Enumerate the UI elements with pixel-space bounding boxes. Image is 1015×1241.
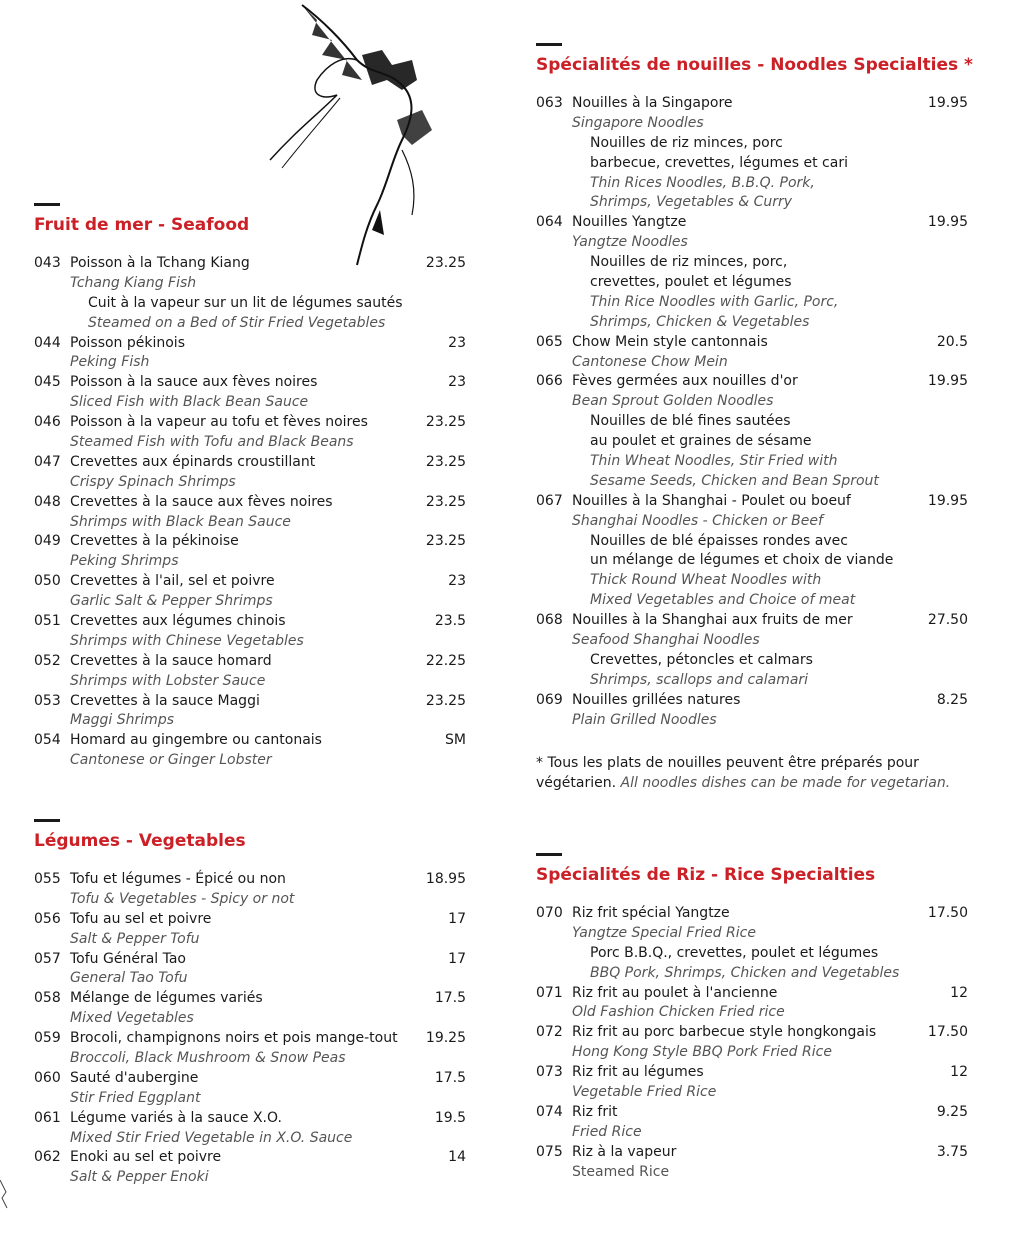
item-name-en: Broccoli, Black Mushroom & Snow Peas xyxy=(70,1050,346,1067)
menu-item-head xyxy=(536,1143,968,1163)
vegetables-section xyxy=(34,819,466,1188)
menu-item xyxy=(536,1023,968,1063)
item-name-fr: Tofu au sel et poivre xyxy=(70,910,212,927)
item-price: 19.5 xyxy=(434,1109,466,1126)
menu-item xyxy=(536,333,968,373)
menu-item-head xyxy=(34,572,466,592)
item-name-fr: Crevettes aux épinards croustillant xyxy=(70,453,316,470)
item-number: 062 xyxy=(34,1149,61,1166)
item-price: 23.25 xyxy=(425,255,466,271)
item-desc-fr: barbecue, crevettes, légumes et cari xyxy=(590,154,848,171)
item-number: 043 xyxy=(34,255,61,271)
item-name-en: Cantonese Chow Mein xyxy=(572,353,728,370)
item-number: 052 xyxy=(34,652,61,669)
item-number: 066 xyxy=(536,373,563,390)
item-price: 23.25 xyxy=(425,692,466,709)
item-name-fr: Riz frit au porc barbecue style hongkongais xyxy=(572,1024,877,1041)
item-name-fr: Chow Mein style cantonnais xyxy=(572,333,768,350)
item-name-en: Singapore Noodles xyxy=(572,114,704,131)
menu-item-head xyxy=(34,373,466,393)
menu-item-head xyxy=(536,611,968,631)
menu-item-head xyxy=(34,254,466,274)
menu-item xyxy=(34,453,466,493)
menu-item xyxy=(34,254,466,334)
item-price: 17 xyxy=(448,910,466,927)
item-price: 23.25 xyxy=(425,453,466,470)
item-name-en: Hong Kong Style BBQ Pork Fried Rice xyxy=(572,1044,832,1061)
item-price: 23.25 xyxy=(425,533,466,550)
section-bar xyxy=(34,203,60,206)
item-price: 23.5 xyxy=(434,613,466,630)
menu-item xyxy=(34,612,466,652)
item-name-en: General Tao Tofu xyxy=(70,970,188,987)
item-price: 18.95 xyxy=(425,871,466,887)
item-number: 053 xyxy=(34,692,61,709)
item-price: 19.95 xyxy=(927,492,968,509)
menu-item-head xyxy=(536,213,968,233)
item-name-fr: Nouilles grillées natures xyxy=(572,691,741,708)
item-number: 050 xyxy=(34,573,61,590)
item-name-en: Steamed Rice xyxy=(572,1163,670,1180)
item-price: 14 xyxy=(448,1149,466,1166)
item-desc-en: Thin Rices Noodles, B.B.Q. Pork, xyxy=(590,174,815,191)
item-number: 070 xyxy=(536,905,563,921)
item-name-fr: Sauté d'aubergine xyxy=(70,1069,199,1086)
item-name-fr: Nouilles à la Singapore xyxy=(572,95,733,111)
item-name-en: Steamed Fish with Tofu and Black Beans xyxy=(70,434,354,451)
item-price: 19.25 xyxy=(425,1030,466,1047)
item-number: 073 xyxy=(536,1064,563,1081)
item-number: 046 xyxy=(34,414,61,431)
item-number: 060 xyxy=(34,1069,61,1086)
item-price: 23 xyxy=(448,573,466,590)
item-name-fr: Tofu Général Tao xyxy=(70,950,186,967)
item-desc-en: Shrimps, scallops and calamari xyxy=(590,671,809,688)
item-number: 069 xyxy=(536,691,563,708)
item-name-en: Shrimps with Chinese Vegetables xyxy=(70,632,304,649)
item-desc-en: Sesame Seeds, Chicken and Bean Sprout xyxy=(590,472,879,489)
item-name-en: Salt & Pepper Enoki xyxy=(70,1169,209,1186)
seafood-list xyxy=(34,254,466,771)
item-price: 19.95 xyxy=(927,373,968,390)
item-number: 068 xyxy=(536,612,563,629)
menu-item-head xyxy=(34,532,466,552)
menu-item xyxy=(34,910,466,950)
item-price: 23 xyxy=(448,374,466,391)
item-name-en: Seafood Shanghai Noodles xyxy=(572,632,760,649)
item-price: 3.75 xyxy=(936,1143,968,1160)
item-desc-en: BBQ Pork, Shrimps, Chicken and Vegetables xyxy=(590,964,900,981)
menu-item-head xyxy=(34,1109,466,1129)
menu-item-head xyxy=(34,731,466,751)
menu-item xyxy=(536,213,968,332)
item-desc-en: Steamed on a Bed of Stir Fried Vegetables xyxy=(88,314,386,331)
item-number: 047 xyxy=(34,453,61,470)
item-number: 063 xyxy=(536,95,563,111)
item-name-en: Mixed Stir Fried Vegetable in X.O. Sauce xyxy=(70,1129,353,1146)
item-name-en: Shanghai Noodles - Chicken or Beef xyxy=(572,512,823,529)
menu-item xyxy=(536,94,968,213)
item-name-en: Bean Sprout Golden Noodles xyxy=(572,393,774,410)
item-name-fr: Nouilles à la Shanghai aux fruits de mer xyxy=(572,612,853,629)
item-price: 23.25 xyxy=(425,414,466,431)
menu-item xyxy=(536,1103,968,1143)
noodles-note xyxy=(536,753,968,793)
item-desc-fr: Porc B.B.Q., crevettes, poulet et légumes xyxy=(590,944,879,961)
item-name-fr: Crevettes aux légumes chinois xyxy=(70,613,286,630)
menu-item-head xyxy=(536,1063,968,1083)
item-price: 17 xyxy=(448,950,466,967)
menu-item xyxy=(34,1029,466,1069)
item-number: 064 xyxy=(536,214,563,231)
item-desc-fr: crevettes, poulet et légumes xyxy=(590,274,792,291)
menu-item xyxy=(34,652,466,692)
menu-item-head xyxy=(536,904,968,924)
menu-item xyxy=(34,692,466,732)
item-name-fr: Poisson à la vapeur au tofu et fèves noires xyxy=(70,414,368,431)
item-name-fr: Nouilles Yangtze xyxy=(572,214,687,231)
item-name-en: Shrimps with Lobster Sauce xyxy=(70,672,266,689)
menu-item-head xyxy=(34,413,466,433)
item-desc-fr: Nouilles de riz minces, porc, xyxy=(590,254,788,271)
item-price: 12 xyxy=(950,1064,968,1081)
menu-item xyxy=(34,1109,466,1149)
item-price: 17.5 xyxy=(434,990,466,1007)
item-name-en: Tofu & Vegetables - Spicy or not xyxy=(70,890,295,907)
item-name-en: Sliced Fish with Black Bean Sauce xyxy=(70,394,309,411)
item-name-en: Shrimps with Black Bean Sauce xyxy=(70,513,291,530)
item-name-en: Stir Fried Eggplant xyxy=(70,1089,201,1106)
item-price: 23 xyxy=(448,334,466,351)
item-desc-fr: Nouilles de blé épaisses rondes avec xyxy=(590,532,848,549)
item-price: 20.5 xyxy=(936,333,968,350)
item-number: 056 xyxy=(34,910,61,927)
item-desc-fr: au poulet et graines de sésame xyxy=(590,433,812,450)
menu-item xyxy=(536,372,968,491)
noodles-title: Spécialités de nouilles - Noodles Specialties * xyxy=(536,55,973,75)
vegetables-list xyxy=(34,870,466,1188)
item-desc-en: Thin Wheat Noodles, Stir Fried with xyxy=(590,453,838,470)
menu-item xyxy=(536,904,968,984)
item-name-fr: Crevettes à la sauce Maggi xyxy=(70,692,260,709)
item-name-fr: Riz frit au légumes xyxy=(572,1064,704,1081)
item-number: 065 xyxy=(536,333,563,350)
item-name-fr: Brocoli, champignons noirs et pois mange-tout xyxy=(70,1030,398,1047)
note-line-1: * Tous les plats de nouilles peuvent être préparés pour xyxy=(536,755,919,771)
item-name-en: Cantonese or Ginger Lobster xyxy=(70,752,272,769)
menu-item xyxy=(34,870,466,910)
menu-item xyxy=(536,1063,968,1103)
item-name-en: Peking Fish xyxy=(70,354,150,371)
section-bar xyxy=(536,43,562,46)
noodles-list xyxy=(536,94,968,731)
menu-item xyxy=(536,691,968,731)
menu-item xyxy=(34,413,466,453)
menu-item xyxy=(536,1143,968,1183)
brush-mark xyxy=(0,1180,10,1210)
item-number: 054 xyxy=(34,732,61,749)
item-desc-fr: Crevettes, pétoncles et calmars xyxy=(590,651,813,668)
item-desc-en: Thin Rice Noodles with Garlic, Porc, xyxy=(590,293,839,310)
menu-item-head xyxy=(536,94,968,114)
item-price: 17.50 xyxy=(927,905,968,921)
item-number: 057 xyxy=(34,950,61,967)
item-name-en: Garlic Salt & Pepper Shrimps xyxy=(70,593,273,610)
noodles-section xyxy=(536,43,973,731)
item-name-fr: Nouilles à la Shanghai - Poulet ou boeuf xyxy=(572,492,851,509)
section-bar xyxy=(536,853,562,856)
item-number: 048 xyxy=(34,493,61,510)
menu-item xyxy=(34,731,466,771)
menu-item xyxy=(536,611,968,691)
menu-item-head xyxy=(34,1029,466,1049)
item-name-fr: Poisson à la sauce aux fèves noires xyxy=(70,374,318,391)
menu-item-head xyxy=(34,652,466,672)
item-name-fr: Mélange de légumes variés xyxy=(70,990,263,1007)
item-desc-en: Shrimps, Vegetables & Curry xyxy=(590,194,793,211)
rice-list xyxy=(536,904,968,1182)
note-en: All noodles dishes can be made for vegetarian. xyxy=(620,775,951,791)
menu-item-head xyxy=(34,493,466,513)
item-desc-fr: Cuit à la vapeur sur un lit de légumes sautés xyxy=(88,294,403,311)
menu-item-head xyxy=(34,1148,466,1168)
item-price: 17.50 xyxy=(927,1024,968,1041)
menu-item-head xyxy=(536,1103,968,1123)
menu-item xyxy=(34,334,466,374)
item-name-fr: Riz frit au poulet à l'ancienne xyxy=(572,984,778,1001)
item-number: 045 xyxy=(34,374,61,391)
item-desc-en: Mixed Vegetables and Choice of meat xyxy=(590,592,856,609)
item-name-en: Salt & Pepper Tofu xyxy=(70,930,200,947)
item-name-fr: Crevettes à la sauce aux fèves noires xyxy=(70,493,333,510)
note-line-2 xyxy=(536,773,968,793)
item-name-en: Yangtze Special Fried Rice xyxy=(572,924,756,941)
seafood-section xyxy=(34,203,466,771)
menu-item-head xyxy=(34,692,466,712)
item-name-fr: Riz à la vapeur xyxy=(572,1143,677,1160)
item-price: 23.25 xyxy=(425,493,466,510)
menu-item-head xyxy=(536,1023,968,1043)
menu-item xyxy=(34,950,466,990)
item-desc-fr: un mélange de légumes et choix de viande xyxy=(590,552,894,569)
item-desc-en: Thick Round Wheat Noodles with xyxy=(590,572,822,589)
menu-item-head xyxy=(34,870,466,890)
item-number: 049 xyxy=(34,533,61,550)
menu-item xyxy=(34,373,466,413)
menu-item-head xyxy=(34,612,466,632)
menu-item-head xyxy=(536,372,968,392)
item-price: 22.25 xyxy=(425,652,466,669)
menu-item xyxy=(34,1148,466,1188)
item-desc-fr: Nouilles de blé fines sautées xyxy=(590,413,791,430)
item-name-fr: Crevettes à la pékinoise xyxy=(70,533,239,550)
item-name-en: Plain Grilled Noodles xyxy=(572,711,717,728)
item-name-fr: Enoki au sel et poivre xyxy=(70,1149,222,1166)
note-fr-end: végétarien. xyxy=(536,775,617,791)
item-name-fr: Crevettes à l'ail, sel et poivre xyxy=(70,573,275,590)
item-price: 19.95 xyxy=(927,95,968,111)
item-name-en: Fried Rice xyxy=(572,1123,642,1140)
item-name-fr: Riz frit xyxy=(572,1103,618,1120)
item-number: 051 xyxy=(34,613,61,630)
menu-item-head xyxy=(34,910,466,930)
menu-item-head xyxy=(536,492,968,512)
item-number: 058 xyxy=(34,990,61,1007)
item-price: 17.5 xyxy=(434,1069,466,1086)
item-price: 19.95 xyxy=(927,214,968,231)
item-number: 044 xyxy=(34,334,61,351)
item-price: 27.50 xyxy=(927,612,968,629)
vegetables-title: Légumes - Vegetables xyxy=(34,831,246,851)
menu-item-head xyxy=(34,950,466,970)
item-name-fr: Crevettes à la sauce homard xyxy=(70,652,272,669)
menu-item xyxy=(34,1069,466,1109)
menu-item xyxy=(34,989,466,1029)
item-name-en: Peking Shrimps xyxy=(70,553,179,570)
item-name-fr: Poisson à la Tchang Kiang xyxy=(70,255,250,271)
item-number: 074 xyxy=(536,1103,563,1120)
item-desc-fr: Nouilles de riz minces, porc xyxy=(590,134,783,151)
menu-item-head xyxy=(536,984,968,1004)
item-price: 12 xyxy=(950,984,968,1001)
item-price: SM xyxy=(445,732,466,749)
item-name-en: Mixed Vegetables xyxy=(70,1010,194,1027)
menu-item xyxy=(34,532,466,572)
menu-item-head xyxy=(34,334,466,354)
item-name-fr: Tofu et légumes - Épicé ou non xyxy=(70,871,286,887)
item-name-en: Old Fashion Chicken Fried rice xyxy=(572,1004,785,1021)
item-number: 055 xyxy=(34,871,61,887)
item-number: 075 xyxy=(536,1143,563,1160)
item-number: 061 xyxy=(34,1109,61,1126)
menu-item-head xyxy=(34,989,466,1009)
section-bar xyxy=(34,819,60,822)
rice-title: Spécialités de Riz - Rice Specialties xyxy=(536,865,876,885)
menu-item-head xyxy=(34,1069,466,1089)
item-number: 067 xyxy=(536,492,563,509)
item-price: 9.25 xyxy=(936,1103,968,1120)
item-number: 071 xyxy=(536,984,563,1001)
item-name-en: Vegetable Fried Rice xyxy=(572,1084,717,1101)
item-name-en: Maggi Shrimps xyxy=(70,712,174,729)
item-name-en: Tchang Kiang Fish xyxy=(70,274,197,291)
item-number: 059 xyxy=(34,1030,61,1047)
menu-item xyxy=(536,492,968,611)
item-name-fr: Poisson pékinois xyxy=(70,334,185,351)
rice-section xyxy=(536,853,968,1182)
item-desc-en: Shrimps, Chicken & Vegetables xyxy=(590,313,810,330)
item-name-en: Yangtze Noodles xyxy=(572,234,688,251)
item-name-en: Crispy Spinach Shrimps xyxy=(70,473,236,490)
item-name-fr: Fèves germées aux nouilles d'or xyxy=(572,373,798,390)
item-name-fr: Légume variés à la sauce X.O. xyxy=(70,1109,282,1126)
menu-item-head xyxy=(34,453,466,473)
item-number: 072 xyxy=(536,1024,563,1041)
item-name-fr: Homard au gingembre ou cantonais xyxy=(70,732,322,749)
seafood-title: Fruit de mer - Seafood xyxy=(34,215,250,235)
menu-item-head xyxy=(536,333,968,353)
menu-item xyxy=(34,572,466,612)
menu-item xyxy=(536,984,968,1024)
menu-item xyxy=(34,493,466,533)
menu-item-head xyxy=(536,691,968,711)
item-price: 8.25 xyxy=(936,691,968,708)
item-name-fr: Riz frit spécial Yangtze xyxy=(572,905,730,921)
